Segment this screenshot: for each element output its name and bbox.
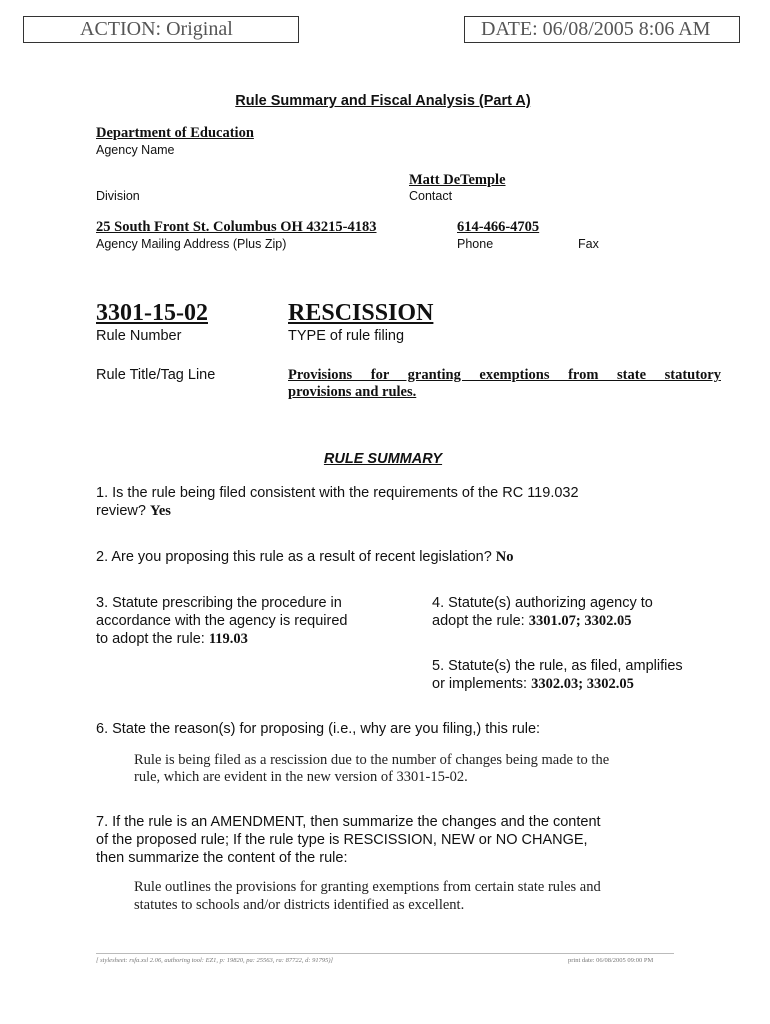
rule-title-label: Rule Title/Tag Line xyxy=(96,367,216,383)
address-label: Agency Mailing Address (Plus Zip) xyxy=(96,237,287,251)
q7-line3: then summarize the content of the rule: xyxy=(96,850,348,866)
division-label: Division xyxy=(96,189,140,203)
rule-title-line2: provisions and rules. xyxy=(288,384,417,400)
q6-answer-line1: Rule is being filed as a rescission due to the number of changes being made to the xyxy=(134,752,610,768)
q3-line3 xyxy=(96,630,248,648)
q7-answer-line1: Rule outlines the provisions for granting exemptions from certain state rules and xyxy=(134,879,601,895)
q2-answer: No xyxy=(495,549,514,565)
address-value: 25 South Front St. Columbus OH 43215-4183 xyxy=(96,219,377,235)
q2 xyxy=(96,548,514,566)
q3-answer: 119.03 xyxy=(208,631,248,647)
agency-name-value: Department of Education xyxy=(96,125,254,141)
page-title: Rule Summary and Fiscal Analysis (Part A) xyxy=(235,93,531,109)
q4-text: adopt the rule: xyxy=(432,613,525,629)
rule-type-label: TYPE of rule filing xyxy=(288,328,405,344)
footer-print-date: print date: 06/08/2005 09:00 PM xyxy=(568,957,654,964)
q5-line2 xyxy=(432,675,634,693)
action-box xyxy=(23,16,299,43)
q3-line1: 3. Statute prescribing the procedure in xyxy=(96,595,342,611)
q5-line1: 5. Statute(s) the rule, as filed, amplifies xyxy=(432,658,683,674)
contact-value: Matt DeTemple xyxy=(409,172,506,188)
rule-number-value: 3301-15-02 xyxy=(96,300,208,326)
q1-line1: 1. Is the rule being filed consistent with the requirements of the RC 119.032 xyxy=(96,485,579,501)
q3-text: to adopt the rule: xyxy=(96,631,205,647)
rule-title-line1: Provisions for granting exemptions from state statutory xyxy=(288,367,721,383)
date-label: DATE: 06/08/2005 8:06 AM xyxy=(481,18,711,40)
q4-line1: 4. Statute(s) authorizing agency to xyxy=(432,595,653,611)
q1-answer: Yes xyxy=(150,503,171,519)
footer-divider xyxy=(96,953,674,954)
q1-text: review? xyxy=(96,503,146,519)
date-box xyxy=(464,16,740,43)
action-label: ACTION: Original xyxy=(80,18,233,40)
q7-line1: 7. If the rule is an AMENDMENT, then summarize the changes and the content xyxy=(96,814,601,830)
fax-label: Fax xyxy=(578,237,599,251)
phone-value: 614-466-4705 xyxy=(457,219,540,235)
q3-line2: accordance with the agency is required xyxy=(96,613,348,629)
q7-answer-line2: statutes to schools and/or districts identified as excellent. xyxy=(134,897,465,913)
contact-label: Contact xyxy=(409,189,453,203)
q6: 6. State the reason(s) for proposing (i.e., why are you filing,) this rule: xyxy=(96,721,541,737)
q4-answer: 3301.07; 3302.05 xyxy=(528,613,632,629)
rule-type-value: RESCISSION xyxy=(288,300,434,326)
q6-answer-line2: rule, which are evident in the new version of 3301-15-02. xyxy=(134,769,468,785)
agency-name-label: Agency Name xyxy=(96,143,175,157)
q1-line2 xyxy=(96,502,171,520)
q4-line2 xyxy=(432,612,631,630)
rule-summary-heading: RULE SUMMARY xyxy=(323,451,443,467)
footer-stylesheet: [ stylesheet: rsfa.xsl 2.06, authoring tool: EZ1, p: 19820, pa: 25563, ra: 87722, d: 91795)] xyxy=(96,957,334,964)
q5-answer: 3302.03; 3302.05 xyxy=(531,676,634,692)
q7-line2: of the proposed rule; If the rule type is RESCISSION, NEW or NO CHANGE, xyxy=(96,832,588,848)
rule-number-label: Rule Number xyxy=(96,328,182,344)
q2-text: 2. Are you proposing this rule as a result of recent legislation? xyxy=(96,549,492,565)
phone-label: Phone xyxy=(457,237,494,251)
q5-text: or implements: xyxy=(432,676,528,692)
